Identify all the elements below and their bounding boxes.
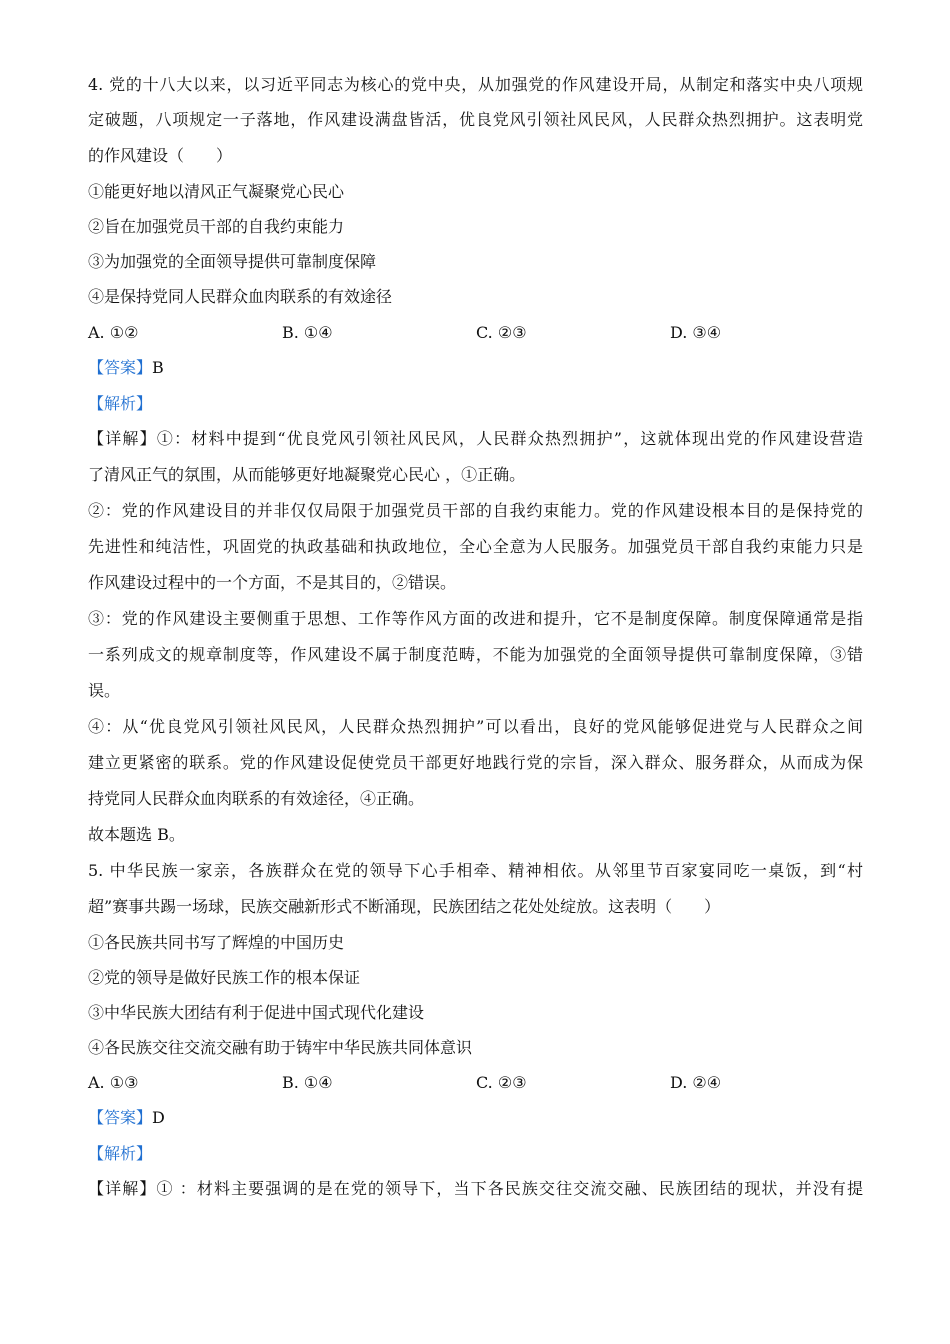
statement-item: ③中华民族大团结有利于促进中国式现代化建设 — [88, 1003, 425, 1022]
question-stem-line: 定破题，八项规定一子落地，作风建设满盘皆活，优良党风引领社风民风，人民群众热烈拥护。这表明党 — [88, 110, 863, 129]
answer-value: D — [152, 1108, 165, 1127]
analysis-tag: 【解析】 — [88, 1144, 153, 1163]
statement-item: ③为加强党的全面领导提供可靠制度保障 — [88, 252, 377, 271]
question-stem-line: 4. 党的十八大以来，以习近平同志为核心的党中央，从加强党的作风建设开局，从制定和落实中央八项规 — [88, 75, 863, 94]
option-d: D. ②④ — [670, 1073, 722, 1092]
answer-tag: 【答案】 — [88, 358, 153, 377]
option-b: B. ①④ — [282, 323, 333, 342]
answer-value: B — [152, 358, 164, 377]
detail-tag: 【详解】 — [88, 1179, 157, 1198]
option-a: A. ①② — [88, 323, 139, 342]
option-a: A. ①③ — [88, 1073, 139, 1092]
detail-line: ③：党的作风建设主要侧重于思想、工作等作风方面的改进和提升，它不是制度保障。制度保障通常是指 — [88, 609, 863, 628]
detail-line: ④：从“优良党风引领社风民风，人民群众热烈拥护”可以看出，良好的党风能够促进党与人民群众之间 — [88, 717, 863, 736]
statement-item: ②党的领导是做好民族工作的根本保证 — [88, 968, 361, 987]
detail-line: 持党同人民群众血肉联系的有效途径，④正确。 — [88, 789, 425, 808]
options-row — [88, 1070, 863, 1096]
detail-line: ②：党的作风建设目的并非仅仅局限于加强党员干部的自我约束能力。党的作风建设根本目的是保持党的 — [88, 501, 863, 520]
statement-item: ②旨在加强党员干部的自我约束能力 — [88, 217, 345, 236]
statement-item: ④是保持党同人民群众血肉联系的有效途径 — [88, 287, 393, 306]
answer-line — [88, 1105, 863, 1131]
analysis-line — [88, 1141, 863, 1167]
statement-item: ④各民族交往交流交融有助于铸牢中华民族共同体意识 — [88, 1038, 473, 1057]
option-c: C. ②③ — [476, 323, 527, 342]
detail-line: 了清风正气的氛围，从而能够更好地凝聚党心民心 ，①正确。 — [88, 465, 526, 484]
detail-line: 建立更紧密的联系。党的作风建设促使党员干部更好地践行党的宗旨，深入群众、服务群众，从而成为保 — [88, 753, 863, 772]
question-stem-line: 的作风建设（ ） — [88, 146, 233, 165]
options-row — [88, 320, 863, 346]
option-d: D. ③④ — [670, 323, 722, 342]
detail-line: 先进性和纯洁性，巩固党的执政基础和执政地位，全心全意为人民服务。加强党员干部自我约束能力只是 — [88, 537, 863, 556]
question-stem-line: 超”赛事共踢一场球，民族交融新形式不断涌现，民族团结之花处处绽放。这表明（ ） — [88, 897, 721, 916]
statement-item: ①能更好地以清风正气凝聚党心民心 — [88, 182, 345, 201]
answer-line — [88, 355, 863, 381]
option-c: C. ②③ — [476, 1073, 527, 1092]
option-b: B. ①④ — [282, 1073, 333, 1092]
detail-line: 一系列成文的规章制度等，作风建设不属于制度范畴，不能为加强党的全面领导提供可靠制度保障，③错 — [88, 645, 863, 664]
analysis-tag: 【解析】 — [88, 394, 153, 413]
detail-tag: 【详解】 — [88, 429, 157, 448]
detail-line — [88, 1176, 863, 1202]
detail-text: ①：材料中提到“优良党风引领社风民风，人民群众热烈拥护”，这就体现出党的作风建设营造 — [156, 429, 863, 448]
question-stem-line: 5. 中华民族一家亲，各族群众在党的领导下心手相牵、精神相依。从邻里节百家宴同吃一桌饭，到“村 — [88, 861, 863, 880]
detail-line: 作风建设过程中的一个方面，不是其目的，②错误。 — [88, 573, 457, 592]
answer-tag: 【答案】 — [88, 1108, 153, 1127]
conclusion-line: 故本题选 B。 — [88, 825, 185, 844]
detail-text: ① ：材料主要强调的是在党的领导下，当下各民族交往交流交融、民族团结的现状，并没有提 — [156, 1179, 863, 1198]
detail-line: 误。 — [88, 681, 121, 700]
statement-item: ①各民族共同书写了辉煌的中国历史 — [88, 933, 345, 952]
analysis-line — [88, 391, 863, 417]
detail-line — [88, 426, 863, 452]
